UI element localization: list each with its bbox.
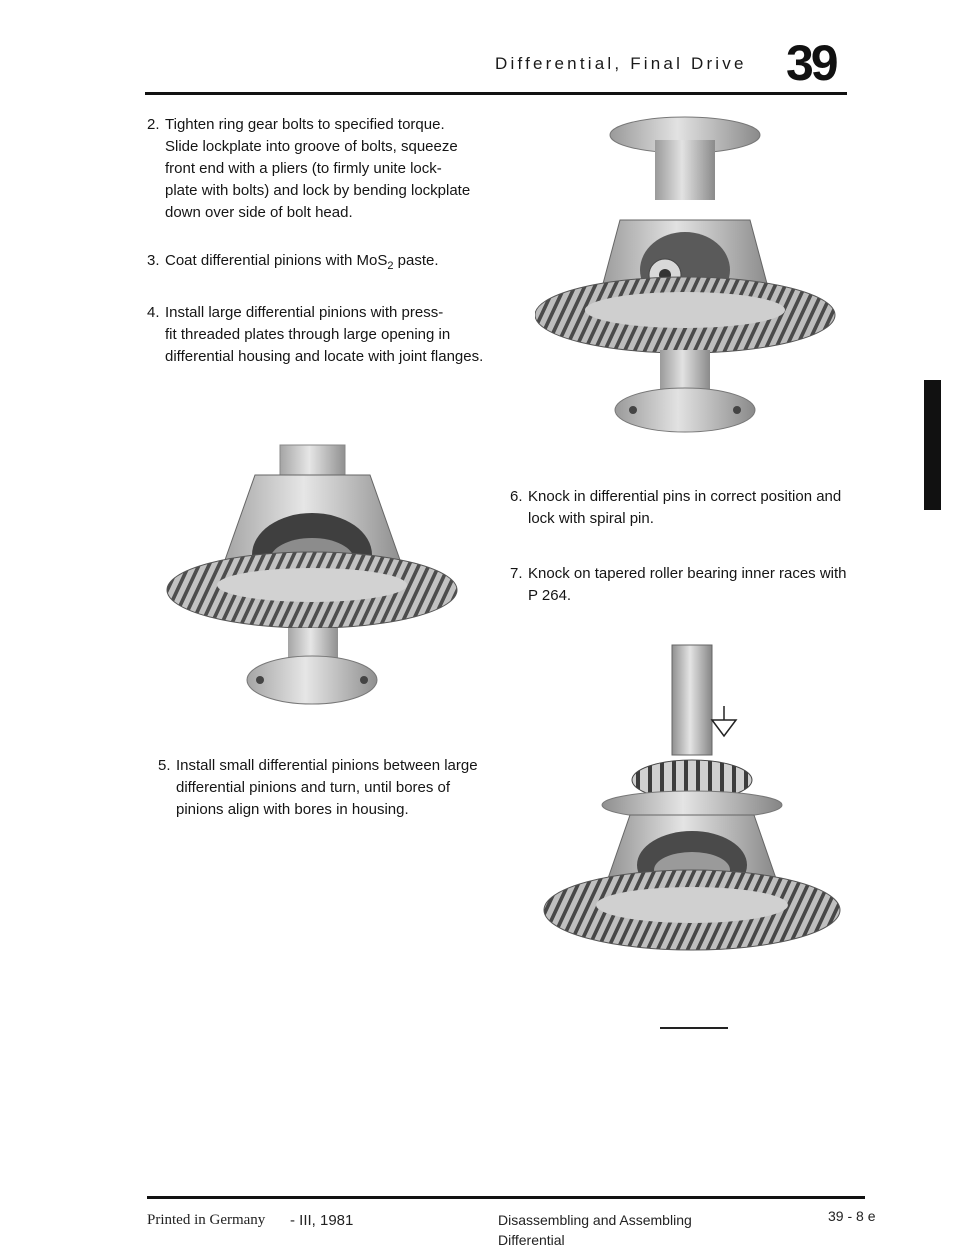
step-line: down over side of bolt head. [165,204,353,221]
step-line: pinions align with bores in housing. [176,801,409,818]
step-3 [147,250,507,273]
step-2 [147,114,507,224]
edition-label: - III, 1981 [290,1212,354,1229]
step-line: Install large differential pinions with press- [165,304,444,321]
step-5 [158,755,498,821]
section-tab-marker [924,380,941,510]
page-number: 39 - 8 e [828,1208,876,1224]
step-line: lock with spiral pin. [528,510,654,527]
footer-topic-line: Disassembling and Assembling [498,1212,692,1228]
step-number: 2. [147,116,160,133]
step-7 [510,563,870,607]
end-rule [660,1027,728,1029]
step-number: 6. [510,488,523,505]
differential-housing-pinions-photo [160,430,470,715]
subscript: 2 [387,260,394,272]
printed-in-label: Printed in Germany [147,1212,266,1228]
header-rule [145,92,847,95]
step-line: front end with a pliers (to firmly unite lock- [165,160,442,177]
step-number: 5. [158,757,171,774]
step-text: Coat differential pinions with MoS [165,252,388,269]
step-text: paste. [393,252,439,269]
step-line: Knock in differential pins in correct position and [528,488,842,505]
step-line: differential housing and locate with joint flanges. [165,348,484,365]
bearing-press-tool-photo [540,640,850,985]
differential-with-joint-flanges-photo [535,110,845,450]
step-number: 7. [510,565,523,582]
step-line: plate with bolts) and lock by bending lockplate [165,182,471,199]
step-number: 4. [147,304,160,321]
step-line: differential pinions and turn, until bores of [176,779,451,796]
footer-rule [147,1196,865,1199]
step-line: Tighten ring gear bolts to specified torque. [165,116,445,133]
footer-topic-line: Differential [498,1232,565,1248]
step-6 [510,486,870,530]
step-line: fit threaded plates through large opening in [165,326,451,343]
step-line: Install small differential pinions between large [176,757,478,774]
footer-topic [498,1210,692,1250]
step-line: Slide lockplate into groove of bolts, squeeze [165,138,458,155]
step-4 [147,302,507,368]
step-line: Knock on tapered roller bearing inner races with [528,565,847,582]
section-title: Differential, Final Drive [495,54,747,73]
section-number: 39 [786,35,836,91]
step-number: 3. [147,252,160,269]
step-line: P 264. [528,587,572,604]
